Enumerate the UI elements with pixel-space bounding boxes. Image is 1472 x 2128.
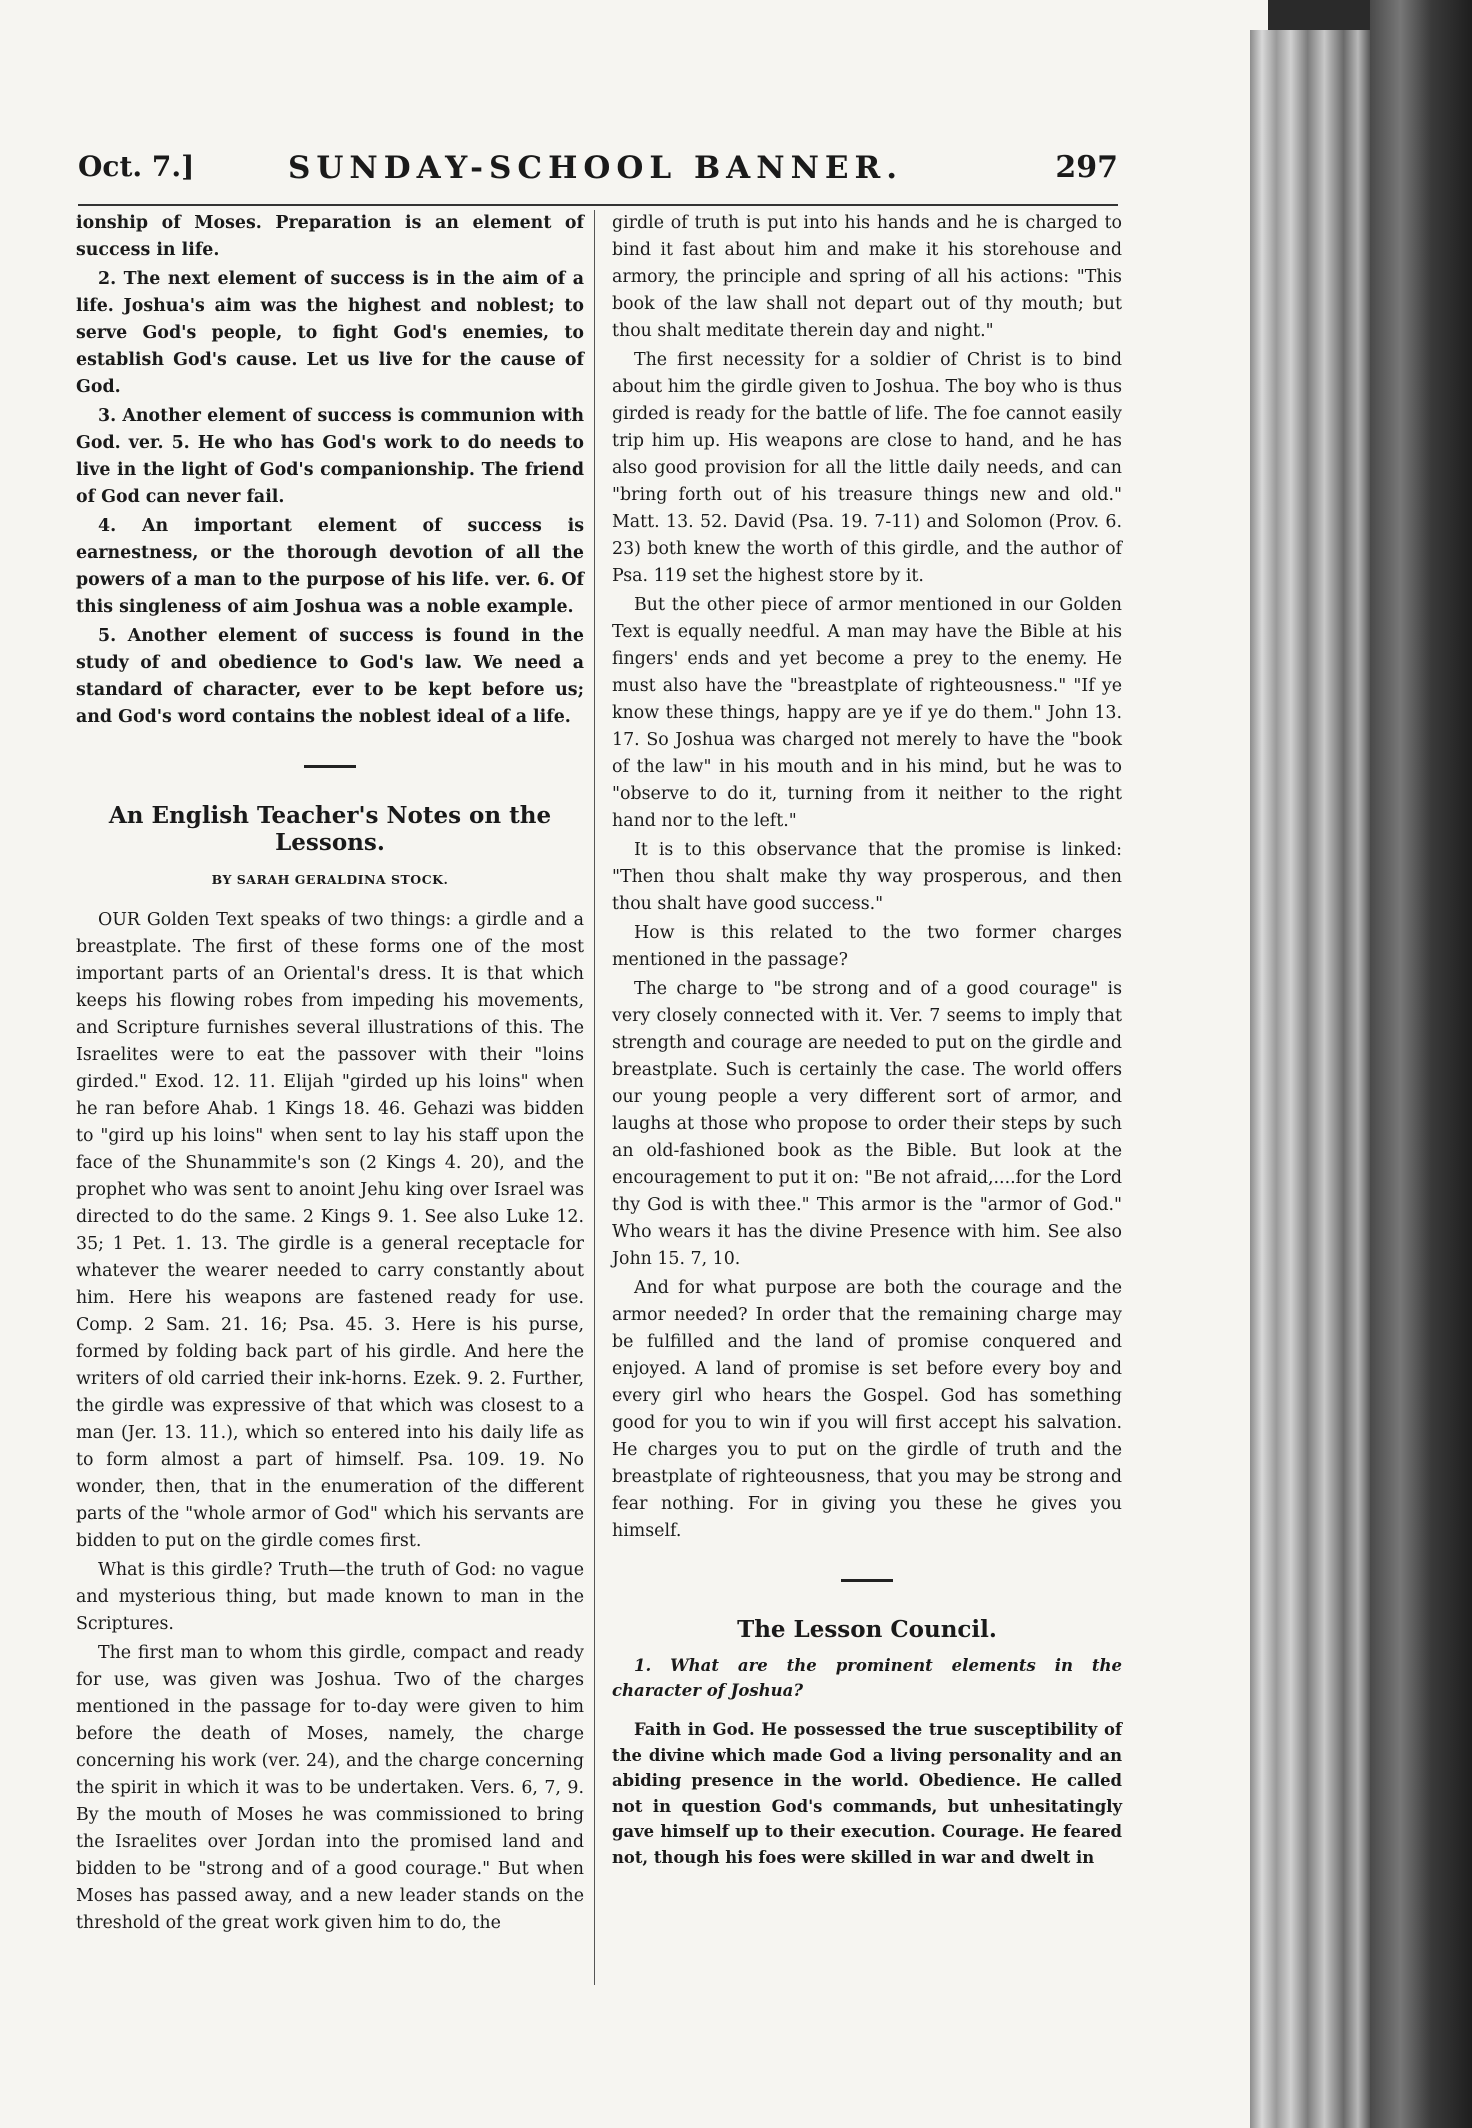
column-divider: [594, 210, 595, 1985]
paragraph: 3. Another element of success is communion with God. ver. 5. He who has God's work to do needs to live in the light of God's companionship. The friend of God can never fail.: [76, 406, 584, 507]
paragraph: 2. The next element of success is in the aim of a life. Joshua's aim was the highest and noblest; to serve God's people, to fight God's enemies, to establish God's cause. Let us live for the cause of God.: [76, 269, 584, 397]
paragraph: 5. Another element of success is found in the study of and obedience to God's law. We need a standard of character, ever to be kept before us; and God's word contains the noblest ideal of a life.: [76, 626, 584, 727]
section-title: The Lesson Council.: [737, 1616, 997, 1643]
paragraph: And for what purpose are both the courage and the armor needed? In order that the remaining charge may be fulfilled and the land of promise conquered and enjoyed. A land of promise is set before every boy and every girl who hears the Gospel. God has something good for you to win if you will first accept his salvation. He charges you to put on the girdle of truth and the breastplate of righteousness, that you may be strong and fear nothing. For in giving you these he gives you himself.: [612, 1278, 1122, 1541]
paragraph: What is this girdle? Truth—the truth of God: no vague and mysterious thing, but made known to man in the Scriptures.: [76, 1560, 584, 1634]
paragraph: 4. An important element of success is earnestness, or the thorough devotion of all the powers of a man to the purpose of his life. ver. 6. Of this singleness of aim Joshua was a noble example.: [76, 516, 584, 617]
paragraph: ionship of Moses. Preparation is an element of success in life.: [76, 213, 584, 260]
running-header: [78, 150, 1118, 192]
header-rule: [78, 204, 1118, 206]
book-binding-edge: [1370, 0, 1472, 2128]
paragraph: girdle of truth is put into his hands and he is charged to bind it fast about him and make it his storehouse and armory, the principle and spring of all his actions: "This book of the law shall not depart out of thy mouth; but thou shalt meditate therein day and night.": [612, 213, 1122, 341]
right-column: [612, 210, 1122, 1872]
header-title: SUNDAY-SCHOOL BANNER.: [288, 150, 904, 186]
paragraph: The first man to whom this girdle, compact and ready for use, was given was Joshua. Two of the charges mentioned in the passage for to-day were given to him before the death of Moses, namely, the charge concerning his work (ver. 24), and the charge concerning the spirit in which it was to be undertaken. Vers. 6, 7, 9. By the mouth of Moses he was commissioned to bring the Israelites over Jordan into the promised land and bidden to be "strong and of a good courage." But when Moses has passed away, and a new leader stands on the threshold of the great work given him to do, the: [76, 1643, 584, 1933]
paragraph: How is this related to the two former charges mentioned in the passage?: [612, 923, 1122, 970]
success-elements-list: [76, 210, 584, 731]
council-question: 1. What are the prominent elements in the character of Joshua?: [612, 1656, 1122, 1700]
paragraph: But the other piece of armor mentioned in our Golden Text is equally needful. A man may have the Bible at his fingers' ends and yet become a prey to the enemy. He must also have the "breastplate of righteousness." "If ye know these things, happy are ye if ye do them." John 13. 17. So Joshua was charged not merely to have the "book of the law" in his mouth and in his mind, but he was to "observe to do it, turning from it neither to the right hand nor to the left.": [612, 595, 1122, 831]
paragraph: The first necessity for a soldier of Christ is to bind about him the girdle given to Joshua. The boy who is thus girded is ready for the battle of life. The foe cannot easily trip him up. His weapons are close to hand, and he has also good provision for all the little daily needs, and can "bring forth out of his treasure things new and old." Matt. 13. 52. David (Psa. 19. 7-11) and Solomon (Prov. 6. 23) both knew the worth of this girdle, and the author of Psa. 119 set the highest store by it.: [612, 350, 1122, 586]
header-date: Oct. 7.]: [78, 150, 195, 183]
council-answer: Faith in God. He possessed the true susceptibility of the divine which made God a living personality and an abiding presence in the world. Obedience. He called not in question God's commands, but unhesitatingly gave himself up to their execution. Courage. He feared not, though his foes were skilled in war and dwelt in: [612, 1720, 1122, 1867]
byline: BY SARAH GERALDINA STOCK.: [211, 872, 449, 887]
left-column: [76, 210, 584, 1939]
section-divider: [841, 1579, 893, 1582]
section-title: An English Teacher's Notes on the Lessons.: [108, 802, 552, 856]
section-divider: [304, 765, 356, 768]
paragraph: The charge to "be strong and of a good courage" is very closely connected with it. Ver. 7 seems to imply that strength and courage are needed to put on the girdle and breastplate. Such is certainly the case. The world offers our young people a very different sort of armor, and laughs at those who propose to order their steps by such an old-fashioned book as the Bible. But look at the encouragement to put it on: "Be not afraid,....for the Lord thy God is with thee." This armor is the "armor of God." Who wears it has the divine Presence with him. See also John 15. 7, 10.: [612, 979, 1122, 1269]
page-edges: [1250, 30, 1370, 2128]
page-number: 297: [1055, 150, 1118, 185]
paragraph: It is to this observance that the promise is linked: "Then thou shalt make thy way prosperous, and then thou shalt have good success.": [612, 840, 1122, 914]
paragraph: OUR Golden Text speaks of two things: a girdle and a breastplate. The first of these forms one of the most important parts of an Oriental's dress. It is that which keeps his flowing robes from impeding his movements, and Scripture furnishes several illustrations of this. The Israelites were to eat the passover with their "loins girded." Exod. 12. 11. Elijah "girded up his loins" when he ran before Ahab. 1 Kings 18. 46. Gehazi was bidden to "gird up his loins" when sent to lay his staff upon the face of the Shunammite's son (2 Kings 4. 20), and the prophet who was sent to anoint Jehu king over Israel was directed to do the same. 2 Kings 9. 1. See also Luke 12. 35; 1 Pet. 1. 13. The girdle is a general receptacle for whatever the wearer needed to carry constantly about him. Here his weapons are fastened ready for use. Comp. 2 Sam. 21. 16; Psa. 45. 3. Here is his purse, formed by folding back part of his girdle. And here the writers of old carried their ink-horns. Ezek. 9. 2. Further, the girdle was expressive of that which was closest to a man (Jer. 13. 11.), which so entered into his daily life as to form almost a part of himself. Psa. 109. 19. No wonder, then, that in the enumeration of the different parts of the "whole armor of God" which his servants are bidden to put on the girdle comes first.: [76, 910, 584, 1551]
